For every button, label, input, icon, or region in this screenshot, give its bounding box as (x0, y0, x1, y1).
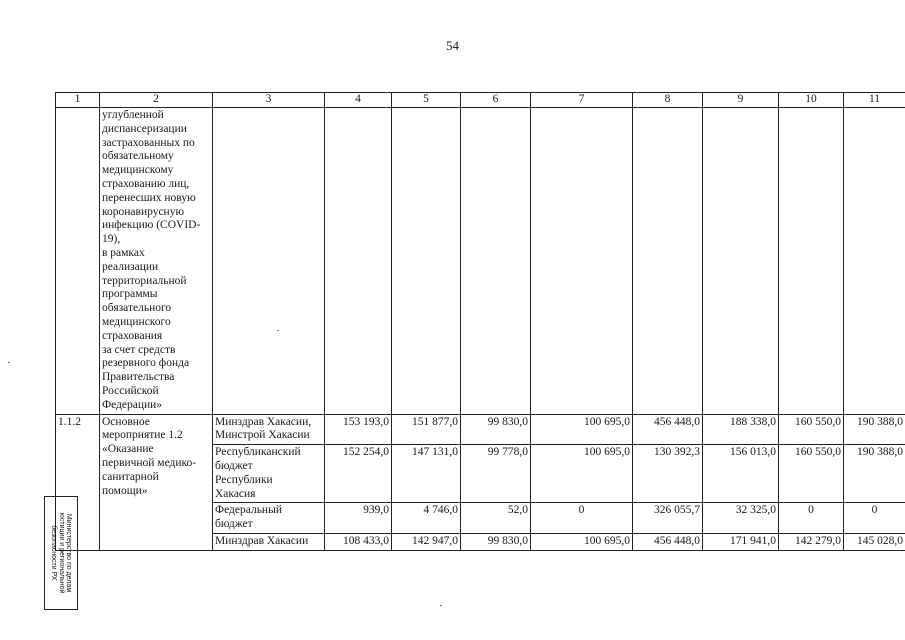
amount-cell: 456 448,0 (633, 533, 703, 550)
column-number: 10 (779, 93, 844, 108)
amount-cell: 456 448,0 (633, 414, 703, 445)
funding-source: Республиканский бюджет Республики Хакасия (213, 445, 325, 503)
column-number: 7 (531, 93, 633, 108)
column-number: 3 (213, 93, 325, 108)
scan-speck (440, 605, 442, 606)
funding-source: Федеральный бюджет (213, 503, 325, 534)
empty-cell (213, 108, 325, 415)
amount-cell: 100 695,0 (531, 414, 633, 445)
column-number: 2 (100, 93, 213, 108)
continuation-description: углубленной диспансеризации застрахованных по обязательному медицинскому страхованию лиц, перенесших новую коронавирусную инфекцию (COVID- 19), в рамках реализации территориальной программы обязательного медицинского страхования за счет средств резервного фонда Правительства Российской Федерации» (100, 108, 213, 415)
funding-source: Минздрав Хакасии, Минстрой Хакасии (213, 414, 325, 445)
amount-cell: 32 325,0 (703, 503, 779, 534)
column-number: 11 (844, 93, 905, 108)
amount-cell: 171 941,0 (703, 533, 779, 550)
scan-speck (8, 362, 10, 363)
amount-cell: 52,0 (461, 503, 531, 534)
empty-cell (633, 108, 703, 415)
continuation-row (56, 108, 905, 415)
column-number: 9 (703, 93, 779, 108)
amount-cell: 156 013,0 (703, 445, 779, 503)
empty-cell (703, 108, 779, 415)
amount-cell: 153 193,0 (325, 414, 392, 445)
amount-cell: 108 433,0 (325, 533, 392, 550)
amount-cell: 0 (844, 503, 905, 534)
amount-cell: 190 388,0 (844, 414, 905, 445)
scan-speck (277, 330, 279, 331)
amount-cell: 4 746,0 (392, 503, 461, 534)
amount-cell: 160 550,0 (779, 445, 844, 503)
amount-cell: 939,0 (325, 503, 392, 534)
amount-cell: 152 254,0 (325, 445, 392, 503)
empty-cell (392, 108, 461, 415)
amount-cell: 145 028,0 (844, 533, 905, 550)
column-number: 8 (633, 93, 703, 108)
empty-cell (325, 108, 392, 415)
amount-cell: 100 695,0 (531, 533, 633, 550)
item-description: Основное мероприятие 1.2 «Оказание первичной медико- санитарной помощи» (100, 414, 213, 550)
page-number: 54 (446, 38, 459, 53)
ministry-stamp (44, 496, 78, 610)
budget-table (55, 92, 905, 551)
amount-cell: 147 131,0 (392, 445, 461, 503)
column-number: 1 (56, 93, 100, 108)
amount-cell: 99 778,0 (461, 445, 531, 503)
empty-cell (779, 108, 844, 415)
amount-cell: 0 (531, 503, 633, 534)
amount-cell: 160 550,0 (779, 414, 844, 445)
amount-cell: 188 338,0 (703, 414, 779, 445)
column-number: 6 (461, 93, 531, 108)
amount-cell: 142 279,0 (779, 533, 844, 550)
funding-row (56, 414, 905, 445)
amount-cell: 326 055,7 (633, 503, 703, 534)
funding-source: Минздрав Хакасии (213, 533, 325, 550)
item-number: 1.1.2 (56, 414, 100, 550)
amount-cell: 190 388,0 (844, 445, 905, 503)
empty-cell (56, 108, 100, 415)
empty-cell (531, 108, 633, 415)
column-number: 5 (392, 93, 461, 108)
column-number-row (56, 93, 905, 108)
stamp-text: Министерство по делам юстиции и региональной безопасности РХ (50, 512, 73, 594)
column-number: 4 (325, 93, 392, 108)
amount-cell: 0 (779, 503, 844, 534)
amount-cell: 142 947,0 (392, 533, 461, 550)
empty-cell (461, 108, 531, 415)
amount-cell: 99 830,0 (461, 533, 531, 550)
amount-cell: 100 695,0 (531, 445, 633, 503)
amount-cell: 151 877,0 (392, 414, 461, 445)
amount-cell: 130 392,3 (633, 445, 703, 503)
amount-cell: 99 830,0 (461, 414, 531, 445)
empty-cell (844, 108, 905, 415)
